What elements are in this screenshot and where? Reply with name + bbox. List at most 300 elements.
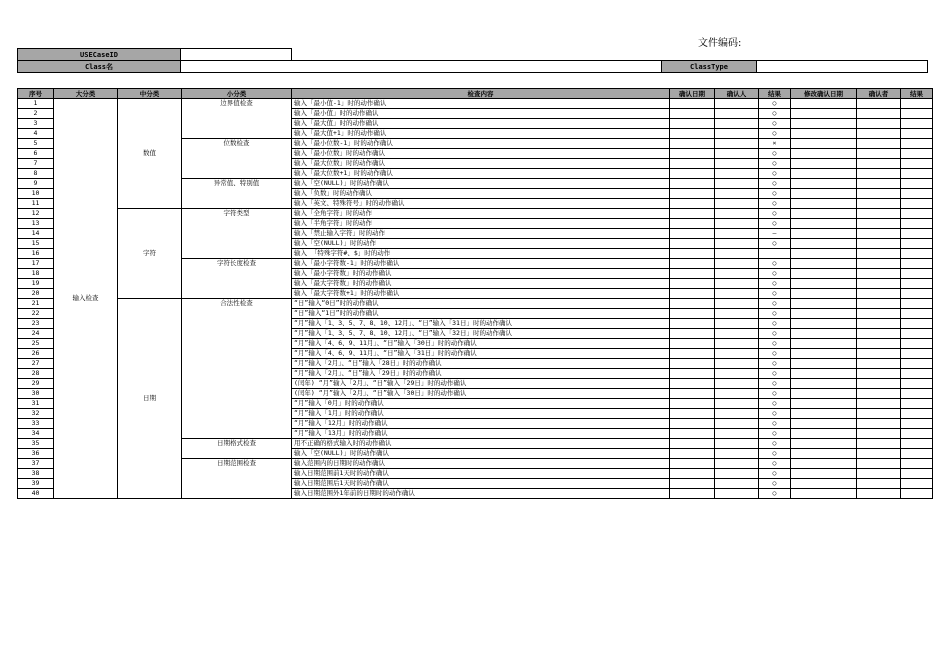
result-cell[interactable]: ○	[759, 109, 791, 119]
fix-confirmer-cell[interactable]	[857, 349, 901, 359]
confirmer-cell[interactable]	[715, 369, 759, 379]
confirmer-cell[interactable]	[715, 209, 759, 219]
fix-confirm-date-cell[interactable]	[791, 399, 857, 409]
header-no: 序号	[18, 89, 54, 99]
fix-confirm-date-cell[interactable]	[791, 129, 857, 139]
confirm-date-cell[interactable]	[670, 199, 715, 209]
fix-confirmer-cell[interactable]	[857, 439, 901, 449]
confirmer-cell[interactable]	[715, 259, 759, 269]
result-cell[interactable]: ○	[759, 349, 791, 359]
confirmer-cell[interactable]	[715, 289, 759, 299]
check-content-cell: 输入「最小位数」时的动作确认	[292, 149, 670, 159]
fix-result-cell[interactable]	[901, 389, 933, 399]
confirm-date-cell[interactable]	[670, 179, 715, 189]
fix-result-cell[interactable]	[901, 129, 933, 139]
confirmer-cell[interactable]	[715, 99, 759, 109]
fix-confirm-date-cell[interactable]	[791, 469, 857, 479]
row-number: 33	[18, 419, 54, 429]
fix-confirmer-cell[interactable]	[857, 369, 901, 379]
fix-result-cell[interactable]	[901, 279, 933, 289]
row-number: 10	[18, 189, 54, 199]
confirmer-cell[interactable]	[715, 189, 759, 199]
class-name-field[interactable]	[181, 61, 662, 73]
header-sub-category: 小分类	[182, 89, 292, 99]
fix-result-cell[interactable]	[901, 439, 933, 449]
confirmer-cell[interactable]	[715, 309, 759, 319]
fix-confirmer-cell[interactable]	[857, 399, 901, 409]
confirm-date-cell[interactable]	[670, 129, 715, 139]
result-cell[interactable]: ○	[759, 299, 791, 309]
sub-category-cell: 合法性检查	[182, 299, 292, 439]
row-number: 24	[18, 329, 54, 339]
check-content-cell: “月”输入「0月」时的动作确认	[292, 399, 670, 409]
row-number: 15	[18, 239, 54, 249]
fix-confirm-date-cell[interactable]	[791, 259, 857, 269]
confirm-date-cell[interactable]	[670, 289, 715, 299]
fix-confirm-date-cell[interactable]	[791, 329, 857, 339]
confirmer-cell[interactable]	[715, 219, 759, 229]
fix-confirm-date-cell[interactable]	[791, 139, 857, 149]
fix-confirm-date-cell[interactable]	[791, 289, 857, 299]
confirmer-cell[interactable]	[715, 349, 759, 359]
result-cell[interactable]: ○	[759, 399, 791, 409]
fix-result-cell[interactable]	[901, 159, 933, 169]
fix-result-cell[interactable]	[901, 329, 933, 339]
confirm-date-cell[interactable]	[670, 239, 715, 249]
confirm-date-cell[interactable]	[670, 229, 715, 239]
confirm-date-cell[interactable]	[670, 379, 715, 389]
fix-confirmer-cell[interactable]	[857, 249, 901, 259]
check-content-cell: 输入「负数」时的动作确认	[292, 189, 670, 199]
result-cell[interactable]: ○	[759, 269, 791, 279]
class-type-field[interactable]	[757, 61, 928, 73]
confirm-date-cell[interactable]	[670, 489, 715, 499]
confirmer-cell[interactable]	[715, 109, 759, 119]
result-cell[interactable]: ○	[759, 99, 791, 109]
result-cell[interactable]: ○	[759, 489, 791, 499]
confirmer-cell[interactable]	[715, 469, 759, 479]
fix-confirmer-cell[interactable]	[857, 269, 901, 279]
fix-confirmer-cell[interactable]	[857, 489, 901, 499]
fix-result-cell[interactable]	[901, 409, 933, 419]
confirm-date-cell[interactable]	[670, 349, 715, 359]
fix-confirm-date-cell[interactable]	[791, 239, 857, 249]
result-cell[interactable]: ○	[759, 369, 791, 379]
fix-confirm-date-cell[interactable]	[791, 99, 857, 109]
table-row	[18, 299, 933, 309]
row-number: 36	[18, 449, 54, 459]
row-number: 8	[18, 169, 54, 179]
row-number: 16	[18, 249, 54, 259]
confirmer-cell[interactable]	[715, 339, 759, 349]
check-content-cell: “日”输入“0日”时的动作确认	[292, 299, 670, 309]
confirm-date-cell[interactable]	[670, 309, 715, 319]
fix-result-cell[interactable]	[901, 449, 933, 459]
confirm-date-cell[interactable]	[670, 109, 715, 119]
fix-confirmer-cell[interactable]	[857, 419, 901, 429]
fix-confirmer-cell[interactable]	[857, 159, 901, 169]
fix-confirmer-cell[interactable]	[857, 379, 901, 389]
header-middle-category: 中分类	[118, 89, 182, 99]
row-number: 3	[18, 119, 54, 129]
check-content-cell: 输入范围内的日期时的动作确认	[292, 459, 670, 469]
row-number: 26	[18, 349, 54, 359]
confirmer-cell[interactable]	[715, 129, 759, 139]
confirmer-cell[interactable]	[715, 319, 759, 329]
fix-confirm-date-cell[interactable]	[791, 249, 857, 259]
result-cell[interactable]: ○	[759, 189, 791, 199]
fix-confirm-date-cell[interactable]	[791, 169, 857, 179]
fix-confirm-date-cell[interactable]	[791, 149, 857, 159]
result-cell[interactable]: ○	[759, 389, 791, 399]
fix-confirm-date-cell[interactable]	[791, 409, 857, 419]
confirm-date-cell[interactable]	[670, 99, 715, 109]
confirm-date-cell[interactable]	[670, 279, 715, 289]
table-header-row	[18, 89, 933, 99]
fix-confirmer-cell[interactable]	[857, 479, 901, 489]
confirmer-cell[interactable]	[715, 279, 759, 289]
confirmer-cell[interactable]	[715, 299, 759, 309]
result-cell[interactable]: ○	[759, 429, 791, 439]
fix-result-cell[interactable]	[901, 209, 933, 219]
fix-confirmer-cell[interactable]	[857, 199, 901, 209]
result-cell[interactable]: ○	[759, 449, 791, 459]
fix-result-cell[interactable]	[901, 309, 933, 319]
sub-category-cell: 日期格式检查	[182, 439, 292, 459]
confirm-date-cell[interactable]	[670, 249, 715, 259]
confirmer-cell[interactable]	[715, 389, 759, 399]
confirm-date-cell[interactable]	[670, 319, 715, 329]
confirm-date-cell[interactable]	[670, 479, 715, 489]
fix-confirm-date-cell[interactable]	[791, 389, 857, 399]
fix-confirmer-cell[interactable]	[857, 109, 901, 119]
result-cell[interactable]: ○	[759, 239, 791, 249]
sub-category-cell: 日期范围检查	[182, 459, 292, 499]
fix-confirm-date-cell[interactable]	[791, 309, 857, 319]
fix-result-cell[interactable]	[901, 169, 933, 179]
confirm-date-cell[interactable]	[670, 449, 715, 459]
confirm-date-cell[interactable]	[670, 459, 715, 469]
fix-result-cell[interactable]	[901, 489, 933, 499]
fix-confirm-date-cell[interactable]	[791, 119, 857, 129]
result-cell[interactable]: ○	[759, 439, 791, 449]
fix-result-cell[interactable]	[901, 369, 933, 379]
confirm-date-cell[interactable]	[670, 159, 715, 169]
sub-category-cell: 位数检查	[182, 139, 292, 179]
fix-confirm-date-cell[interactable]	[791, 209, 857, 219]
fix-confirmer-cell[interactable]	[857, 129, 901, 139]
fix-result-cell[interactable]	[901, 259, 933, 269]
fix-confirmer-cell[interactable]	[857, 169, 901, 179]
confirm-date-cell[interactable]	[670, 429, 715, 439]
fix-confirm-date-cell[interactable]	[791, 439, 857, 449]
result-cell[interactable]: ○	[759, 169, 791, 179]
result-cell[interactable]: ○	[759, 359, 791, 369]
row-number: 19	[18, 279, 54, 289]
result-cell[interactable]: ○	[759, 149, 791, 159]
confirm-date-cell[interactable]	[670, 389, 715, 399]
check-content-cell: “月”输入「1、3、5、7、8、10、12月」、“日”输入「32日」时的动作确认	[292, 329, 670, 339]
class-type-label: ClassType	[662, 61, 757, 73]
fix-confirm-date-cell[interactable]	[791, 459, 857, 469]
major-category-cell: 输入检查	[54, 99, 118, 499]
fix-confirmer-cell[interactable]	[857, 229, 901, 239]
fix-result-cell[interactable]	[901, 149, 933, 159]
check-content-cell: 输入「最大字符数」时的动作确认	[292, 279, 670, 289]
fix-confirm-date-cell[interactable]	[791, 349, 857, 359]
fix-result-cell[interactable]	[901, 399, 933, 409]
fix-confirmer-cell[interactable]	[857, 329, 901, 339]
check-content-cell: 输入「最小字符数」时的动作确认	[292, 269, 670, 279]
confirmer-cell[interactable]	[715, 199, 759, 209]
confirmer-cell[interactable]	[715, 379, 759, 389]
check-content-cell: 输入「最大位数」时的动作确认	[292, 159, 670, 169]
confirmer-cell[interactable]	[715, 229, 759, 239]
fix-result-cell[interactable]	[901, 229, 933, 239]
table-row	[18, 209, 933, 219]
fix-result-cell[interactable]	[901, 319, 933, 329]
row-number: 13	[18, 219, 54, 229]
row-number: 38	[18, 469, 54, 479]
fix-result-cell[interactable]	[901, 289, 933, 299]
fix-confirmer-cell[interactable]	[857, 119, 901, 129]
result-cell[interactable]: ○	[759, 119, 791, 129]
result-cell[interactable]: ○	[759, 259, 791, 269]
confirm-date-cell[interactable]	[670, 469, 715, 479]
result-cell[interactable]: ○	[759, 319, 791, 329]
fix-confirmer-cell[interactable]	[857, 259, 901, 269]
fix-confirm-date-cell[interactable]	[791, 109, 857, 119]
fix-confirmer-cell[interactable]	[857, 209, 901, 219]
row-number: 39	[18, 479, 54, 489]
fix-result-cell[interactable]	[901, 459, 933, 469]
result-cell[interactable]: ○	[759, 409, 791, 419]
result-cell[interactable]: ○	[759, 309, 791, 319]
fix-confirm-date-cell[interactable]	[791, 269, 857, 279]
fix-confirm-date-cell[interactable]	[791, 319, 857, 329]
fix-confirmer-cell[interactable]	[857, 279, 901, 289]
result-cell[interactable]: —	[759, 229, 791, 239]
fix-confirmer-cell[interactable]	[857, 309, 901, 319]
fix-confirmer-cell[interactable]	[857, 219, 901, 229]
fix-result-cell[interactable]	[901, 419, 933, 429]
fix-result-cell[interactable]	[901, 189, 933, 199]
fix-result-cell[interactable]	[901, 479, 933, 489]
fix-result-cell[interactable]	[901, 249, 933, 259]
fix-confirmer-cell[interactable]	[857, 149, 901, 159]
fix-result-cell[interactable]	[901, 119, 933, 129]
confirmer-cell[interactable]	[715, 489, 759, 499]
confirmer-cell[interactable]	[715, 119, 759, 129]
fix-result-cell[interactable]	[901, 109, 933, 119]
confirm-date-cell[interactable]	[670, 299, 715, 309]
fix-confirmer-cell[interactable]	[857, 469, 901, 479]
confirmer-cell[interactable]	[715, 179, 759, 189]
check-content-cell: 输入日期范围前1天时的动作确认	[292, 469, 670, 479]
fix-confirm-date-cell[interactable]	[791, 189, 857, 199]
fix-confirm-date-cell[interactable]	[791, 429, 857, 439]
fix-confirmer-cell[interactable]	[857, 339, 901, 349]
fix-result-cell[interactable]	[901, 139, 933, 149]
usecase-id-field[interactable]	[181, 49, 292, 61]
fix-confirmer-cell[interactable]	[857, 409, 901, 419]
confirm-date-cell[interactable]	[670, 359, 715, 369]
result-cell[interactable]	[759, 249, 791, 259]
header-result: 结果	[759, 89, 791, 99]
row-number: 32	[18, 409, 54, 419]
fix-confirmer-cell[interactable]	[857, 429, 901, 439]
fix-confirmer-cell[interactable]	[857, 289, 901, 299]
row-number: 7	[18, 159, 54, 169]
check-content-cell: 输入「英文、特殊符号」时的动作确认	[292, 199, 670, 209]
result-cell[interactable]: ○	[759, 179, 791, 189]
confirm-date-cell[interactable]	[670, 219, 715, 229]
table-body	[18, 99, 933, 499]
fix-result-cell[interactable]	[901, 239, 933, 249]
fix-confirmer-cell[interactable]	[857, 239, 901, 249]
confirmer-cell[interactable]	[715, 249, 759, 259]
fix-result-cell[interactable]	[901, 299, 933, 309]
result-cell[interactable]: ○	[759, 329, 791, 339]
row-number: 30	[18, 389, 54, 399]
confirm-date-cell[interactable]	[670, 119, 715, 129]
confirm-date-cell[interactable]	[670, 269, 715, 279]
fix-confirmer-cell[interactable]	[857, 139, 901, 149]
fix-confirmer-cell[interactable]	[857, 299, 901, 309]
fix-confirm-date-cell[interactable]	[791, 179, 857, 189]
check-content-cell: 输入日期范围后1天时的动作确认	[292, 479, 670, 489]
confirmer-cell[interactable]	[715, 329, 759, 339]
row-number: 21	[18, 299, 54, 309]
fix-confirm-date-cell[interactable]	[791, 369, 857, 379]
confirmer-cell[interactable]	[715, 139, 759, 149]
result-cell[interactable]: ○	[759, 199, 791, 209]
fix-result-cell[interactable]	[901, 359, 933, 369]
result-cell[interactable]: ○	[759, 479, 791, 489]
row-number: 11	[18, 199, 54, 209]
fix-result-cell[interactable]	[901, 469, 933, 479]
confirmer-cell[interactable]	[715, 159, 759, 169]
row-number: 12	[18, 209, 54, 219]
fix-confirmer-cell[interactable]	[857, 389, 901, 399]
fix-confirm-date-cell[interactable]	[791, 359, 857, 369]
result-cell[interactable]: ○	[759, 469, 791, 479]
confirmer-cell[interactable]	[715, 479, 759, 489]
result-cell[interactable]: ○	[759, 379, 791, 389]
fix-confirm-date-cell[interactable]	[791, 229, 857, 239]
confirm-date-cell[interactable]	[670, 189, 715, 199]
confirmer-cell[interactable]	[715, 449, 759, 459]
result-cell[interactable]: ○	[759, 129, 791, 139]
result-cell[interactable]: ○	[759, 419, 791, 429]
confirm-date-cell[interactable]	[670, 419, 715, 429]
fix-confirmer-cell[interactable]	[857, 99, 901, 109]
confirm-date-cell[interactable]	[670, 369, 715, 379]
confirmer-cell[interactable]	[715, 239, 759, 249]
confirm-date-cell[interactable]	[670, 149, 715, 159]
sub-category-cell: 字符长度检查	[182, 259, 292, 299]
result-cell[interactable]: ○	[759, 459, 791, 469]
confirmer-cell[interactable]	[715, 459, 759, 469]
result-cell[interactable]: ○	[759, 339, 791, 349]
confirm-date-cell[interactable]	[670, 139, 715, 149]
fix-confirm-date-cell[interactable]	[791, 479, 857, 489]
fix-confirm-date-cell[interactable]	[791, 299, 857, 309]
result-cell[interactable]: ○	[759, 289, 791, 299]
test-case-table	[17, 88, 933, 499]
confirmer-cell[interactable]	[715, 439, 759, 449]
fix-confirmer-cell[interactable]	[857, 459, 901, 469]
check-content-cell: 输入「最大值」时的动作确认	[292, 119, 670, 129]
confirmer-cell[interactable]	[715, 149, 759, 159]
fix-result-cell[interactable]	[901, 339, 933, 349]
confirmer-cell[interactable]	[715, 419, 759, 429]
confirmer-cell[interactable]	[715, 399, 759, 409]
fix-result-cell[interactable]	[901, 99, 933, 109]
result-cell[interactable]: ○	[759, 159, 791, 169]
confirm-date-cell[interactable]	[670, 169, 715, 179]
result-cell[interactable]: ○	[759, 219, 791, 229]
fix-confirm-date-cell[interactable]	[791, 339, 857, 349]
confirm-date-cell[interactable]	[670, 339, 715, 349]
confirmer-cell[interactable]	[715, 269, 759, 279]
fix-confirmer-cell[interactable]	[857, 359, 901, 369]
fix-confirm-date-cell[interactable]	[791, 419, 857, 429]
header-fix-confirm-date: 修改确认日期	[791, 89, 857, 99]
check-content-cell: (闰年) “月”输入「2月」、“日”输入「29日」时的动作确认	[292, 379, 670, 389]
fix-confirm-date-cell[interactable]	[791, 489, 857, 499]
confirmer-cell[interactable]	[715, 429, 759, 439]
confirm-date-cell[interactable]	[670, 209, 715, 219]
check-content-cell: 输入日期范围外1年前的日期时的动作确认	[292, 489, 670, 499]
fix-result-cell[interactable]	[901, 349, 933, 359]
fix-result-cell[interactable]	[901, 219, 933, 229]
confirm-date-cell[interactable]	[670, 439, 715, 449]
confirmer-cell[interactable]	[715, 359, 759, 369]
result-cell[interactable]: ○	[759, 279, 791, 289]
confirmer-cell[interactable]	[715, 409, 759, 419]
fix-result-cell[interactable]	[901, 269, 933, 279]
confirm-date-cell[interactable]	[670, 409, 715, 419]
fix-confirmer-cell[interactable]	[857, 189, 901, 199]
fix-confirm-date-cell[interactable]	[791, 159, 857, 169]
check-content-cell: “月”输入「2月」、“日”输入「28日」时的动作确认	[292, 359, 670, 369]
confirm-date-cell[interactable]	[670, 329, 715, 339]
check-content-cell: “月”输入「12月」时的动作确认	[292, 419, 670, 429]
fix-confirm-date-cell[interactable]	[791, 219, 857, 229]
fix-confirm-date-cell[interactable]	[791, 279, 857, 289]
fix-confirm-date-cell[interactable]	[791, 199, 857, 209]
fix-confirmer-cell[interactable]	[857, 319, 901, 329]
middle-category-cell: 数值	[118, 99, 182, 209]
fix-confirmer-cell[interactable]	[857, 179, 901, 189]
confirm-date-cell[interactable]	[670, 399, 715, 409]
fix-result-cell[interactable]	[901, 199, 933, 209]
check-content-cell: 输入「最小字符数-1」时的动作确认	[292, 259, 670, 269]
fix-result-cell[interactable]	[901, 379, 933, 389]
confirm-date-cell[interactable]	[670, 259, 715, 269]
result-cell[interactable]: ○	[759, 209, 791, 219]
check-content-cell: 输入「空(NULL)」时的动作确认	[292, 179, 670, 189]
result-cell[interactable]: ×	[759, 139, 791, 149]
fix-confirm-date-cell[interactable]	[791, 379, 857, 389]
fix-confirm-date-cell[interactable]	[791, 449, 857, 459]
fix-confirmer-cell[interactable]	[857, 449, 901, 459]
confirmer-cell[interactable]	[715, 169, 759, 179]
fix-result-cell[interactable]	[901, 179, 933, 189]
fix-result-cell[interactable]	[901, 429, 933, 439]
row-number: 20	[18, 289, 54, 299]
